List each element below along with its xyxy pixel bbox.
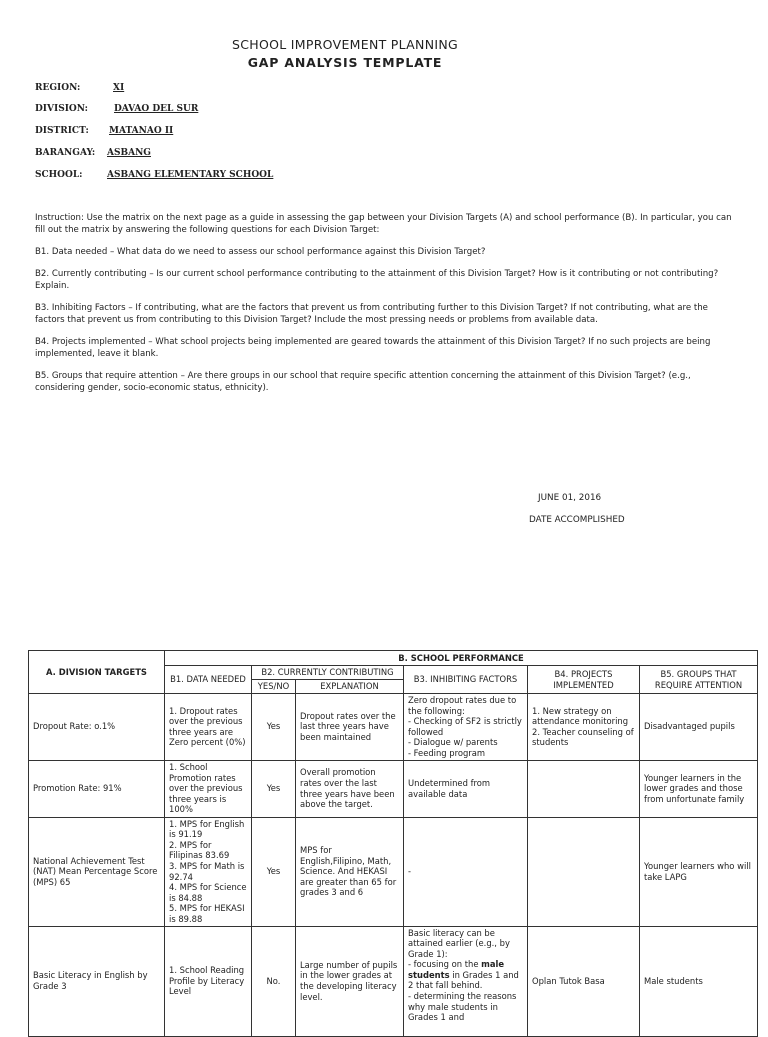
document-title: SCHOOL IMPROVEMENT PLANNING [232, 37, 458, 52]
yesno-cell: Yes [252, 817, 296, 926]
header-b2: B2. CURRENTLY CONTRIBUTING [252, 666, 404, 680]
b4-cell [528, 760, 640, 817]
header-division-targets: A. DIVISION TARGETS [29, 651, 165, 694]
yesno-cell: No. [252, 926, 296, 1036]
header-school-performance: B. SCHOOL PERFORMANCE [165, 651, 758, 666]
school-value: ASBANG ELEMENTARY SCHOOL [107, 170, 274, 180]
date-label: DATE ACCOMPLISHED [529, 515, 625, 525]
b1-cell: 1. MPS for English is 91.19 2. MPS for Filipinas 83.69 3. MPS for Math is 92.74 4. MPS for Science is 84.88 5. MPS for HEKASI is 89.88 [165, 817, 252, 926]
yesno-cell: Yes [252, 694, 296, 761]
b3-cell [404, 926, 528, 1036]
district-label: DISTRICT: [35, 126, 89, 136]
b1-cell: 1. School Promotion rates over the previous three years is 100% [165, 760, 252, 817]
explanation-cell: MPS for English,Filipino, Math, Science. And HEKASI are greater than 65 for grades 3 and 6 [296, 817, 404, 926]
b1-cell: 1. School Reading Profile by Literacy Level [165, 926, 252, 1036]
b3-text-start: Basic literacy can be attained earlier (e.g., by Grade 1): - focusing on the [408, 927, 510, 970]
b3-text-emphasis: male students [408, 959, 505, 980]
document-subtitle: GAP ANALYSIS TEMPLATE [247, 55, 443, 70]
table-row [29, 694, 758, 761]
b3-cell: - [404, 817, 528, 926]
header-b5: B5. GROUPS THAT REQUIRE ATTENTION [640, 666, 758, 694]
yesno-cell: Yes [252, 760, 296, 817]
date-value: JUNE 01, 2016 [538, 493, 602, 503]
b4-cell: 1. New strategy on attendance monitoring 2. Teacher counseling of students [528, 694, 640, 761]
school-label: SCHOOL: [35, 170, 83, 180]
b3-cell: Zero dropout rates due to the following: - Checking of SF2 is strictly followed - Dialogue w/ parents - Feeding program [404, 694, 528, 761]
region-value: XI [113, 83, 125, 93]
b3-cell: Undetermined from available data [404, 760, 528, 817]
instruction-intro: Instruction: Use the matrix on the next page as a guide in assessing the gap between your Division Targets (A) and school performance (B). In particular, you can fill out the matrix by answering the following questions for each Division Target: [35, 213, 732, 235]
district-value: MATANAO II [109, 126, 174, 136]
target-cell: Dropout Rate: o.1% [29, 694, 165, 761]
instruction-b4: B4. Projects implemented – What school projects being implemented are geared towards the attainment of this Division Target? If no such projects are being implemented, leave it blank. [35, 337, 711, 359]
header-b2-explanation: EXPLANATION [296, 680, 404, 694]
instruction-b1: B1. Data needed – What data do we need to assess our school performance against this Division Target? [35, 247, 486, 257]
barangay-label: BARANGAY: [35, 148, 96, 158]
instruction-b5: B5. Groups that require attention – Are there groups in our school that require specific attention concerning the attainment of this Division Target? (e.g., considering gender, socio-economic status, ethnicity). [35, 371, 691, 393]
header-b2-yesno: YES/NO [252, 680, 296, 694]
instructions [35, 212, 735, 404]
b5-cell: Male students [640, 926, 758, 1036]
explanation-cell: Overall promotion rates over the last three years have been above the target. [296, 760, 404, 817]
b3-text-end: in Grades 1 and 2 that fall behind. - determining the reasons why male students in Grades 1 and [408, 969, 519, 1023]
b5-cell: Younger learners who will take LAPG [640, 817, 758, 926]
instruction-b2: B2. Currently contributing – Is our current school performance contributing to the attainment of this Division Target? How is it contributing or not contributing? Explain. [35, 269, 719, 291]
b4-cell [528, 817, 640, 926]
target-cell: National Achievement Test (NAT) Mean Percentage Score (MPS) 65 [29, 817, 165, 926]
gap-analysis-table [28, 650, 758, 1037]
b5-cell: Disadvantaged pupils [640, 694, 758, 761]
table-row [29, 926, 758, 1036]
b1-cell: 1. Dropout rates over the previous three years are Zero percent (0%) [165, 694, 252, 761]
target-cell: Promotion Rate: 91% [29, 760, 165, 817]
division-value: DAVAO DEL SUR [114, 104, 199, 114]
division-label: DIVISION: [35, 104, 88, 114]
target-cell: Basic Literacy in English by Grade 3 [29, 926, 165, 1036]
barangay-value: ASBANG [107, 148, 151, 158]
header-b3: B3. INHIBITING FACTORS [404, 666, 528, 694]
b5-cell: Younger learners in the lower grades and those from unfortunate family [640, 760, 758, 817]
explanation-cell: Dropout rates over the last three years have been maintained [296, 694, 404, 761]
header-b4: B4. PROJECTS IMPLEMENTED [528, 666, 640, 694]
b4-cell: Oplan Tutok Basa [528, 926, 640, 1036]
header-b1: B1. DATA NEEDED [165, 666, 252, 694]
table-row [29, 760, 758, 817]
explanation-cell: Large number of pupils in the lower grades at the developing literacy level. [296, 926, 404, 1036]
instruction-b3: B3. Inhibiting Factors – If contributing, what are the factors that prevent us from contributing further to this Division Target? If not contributing, what are the factors that prevent us from contributing to this Division Target? Include the most pressing needs or problems from available data. [35, 303, 708, 325]
region-label: REGION: [35, 83, 81, 93]
table-row [29, 817, 758, 926]
